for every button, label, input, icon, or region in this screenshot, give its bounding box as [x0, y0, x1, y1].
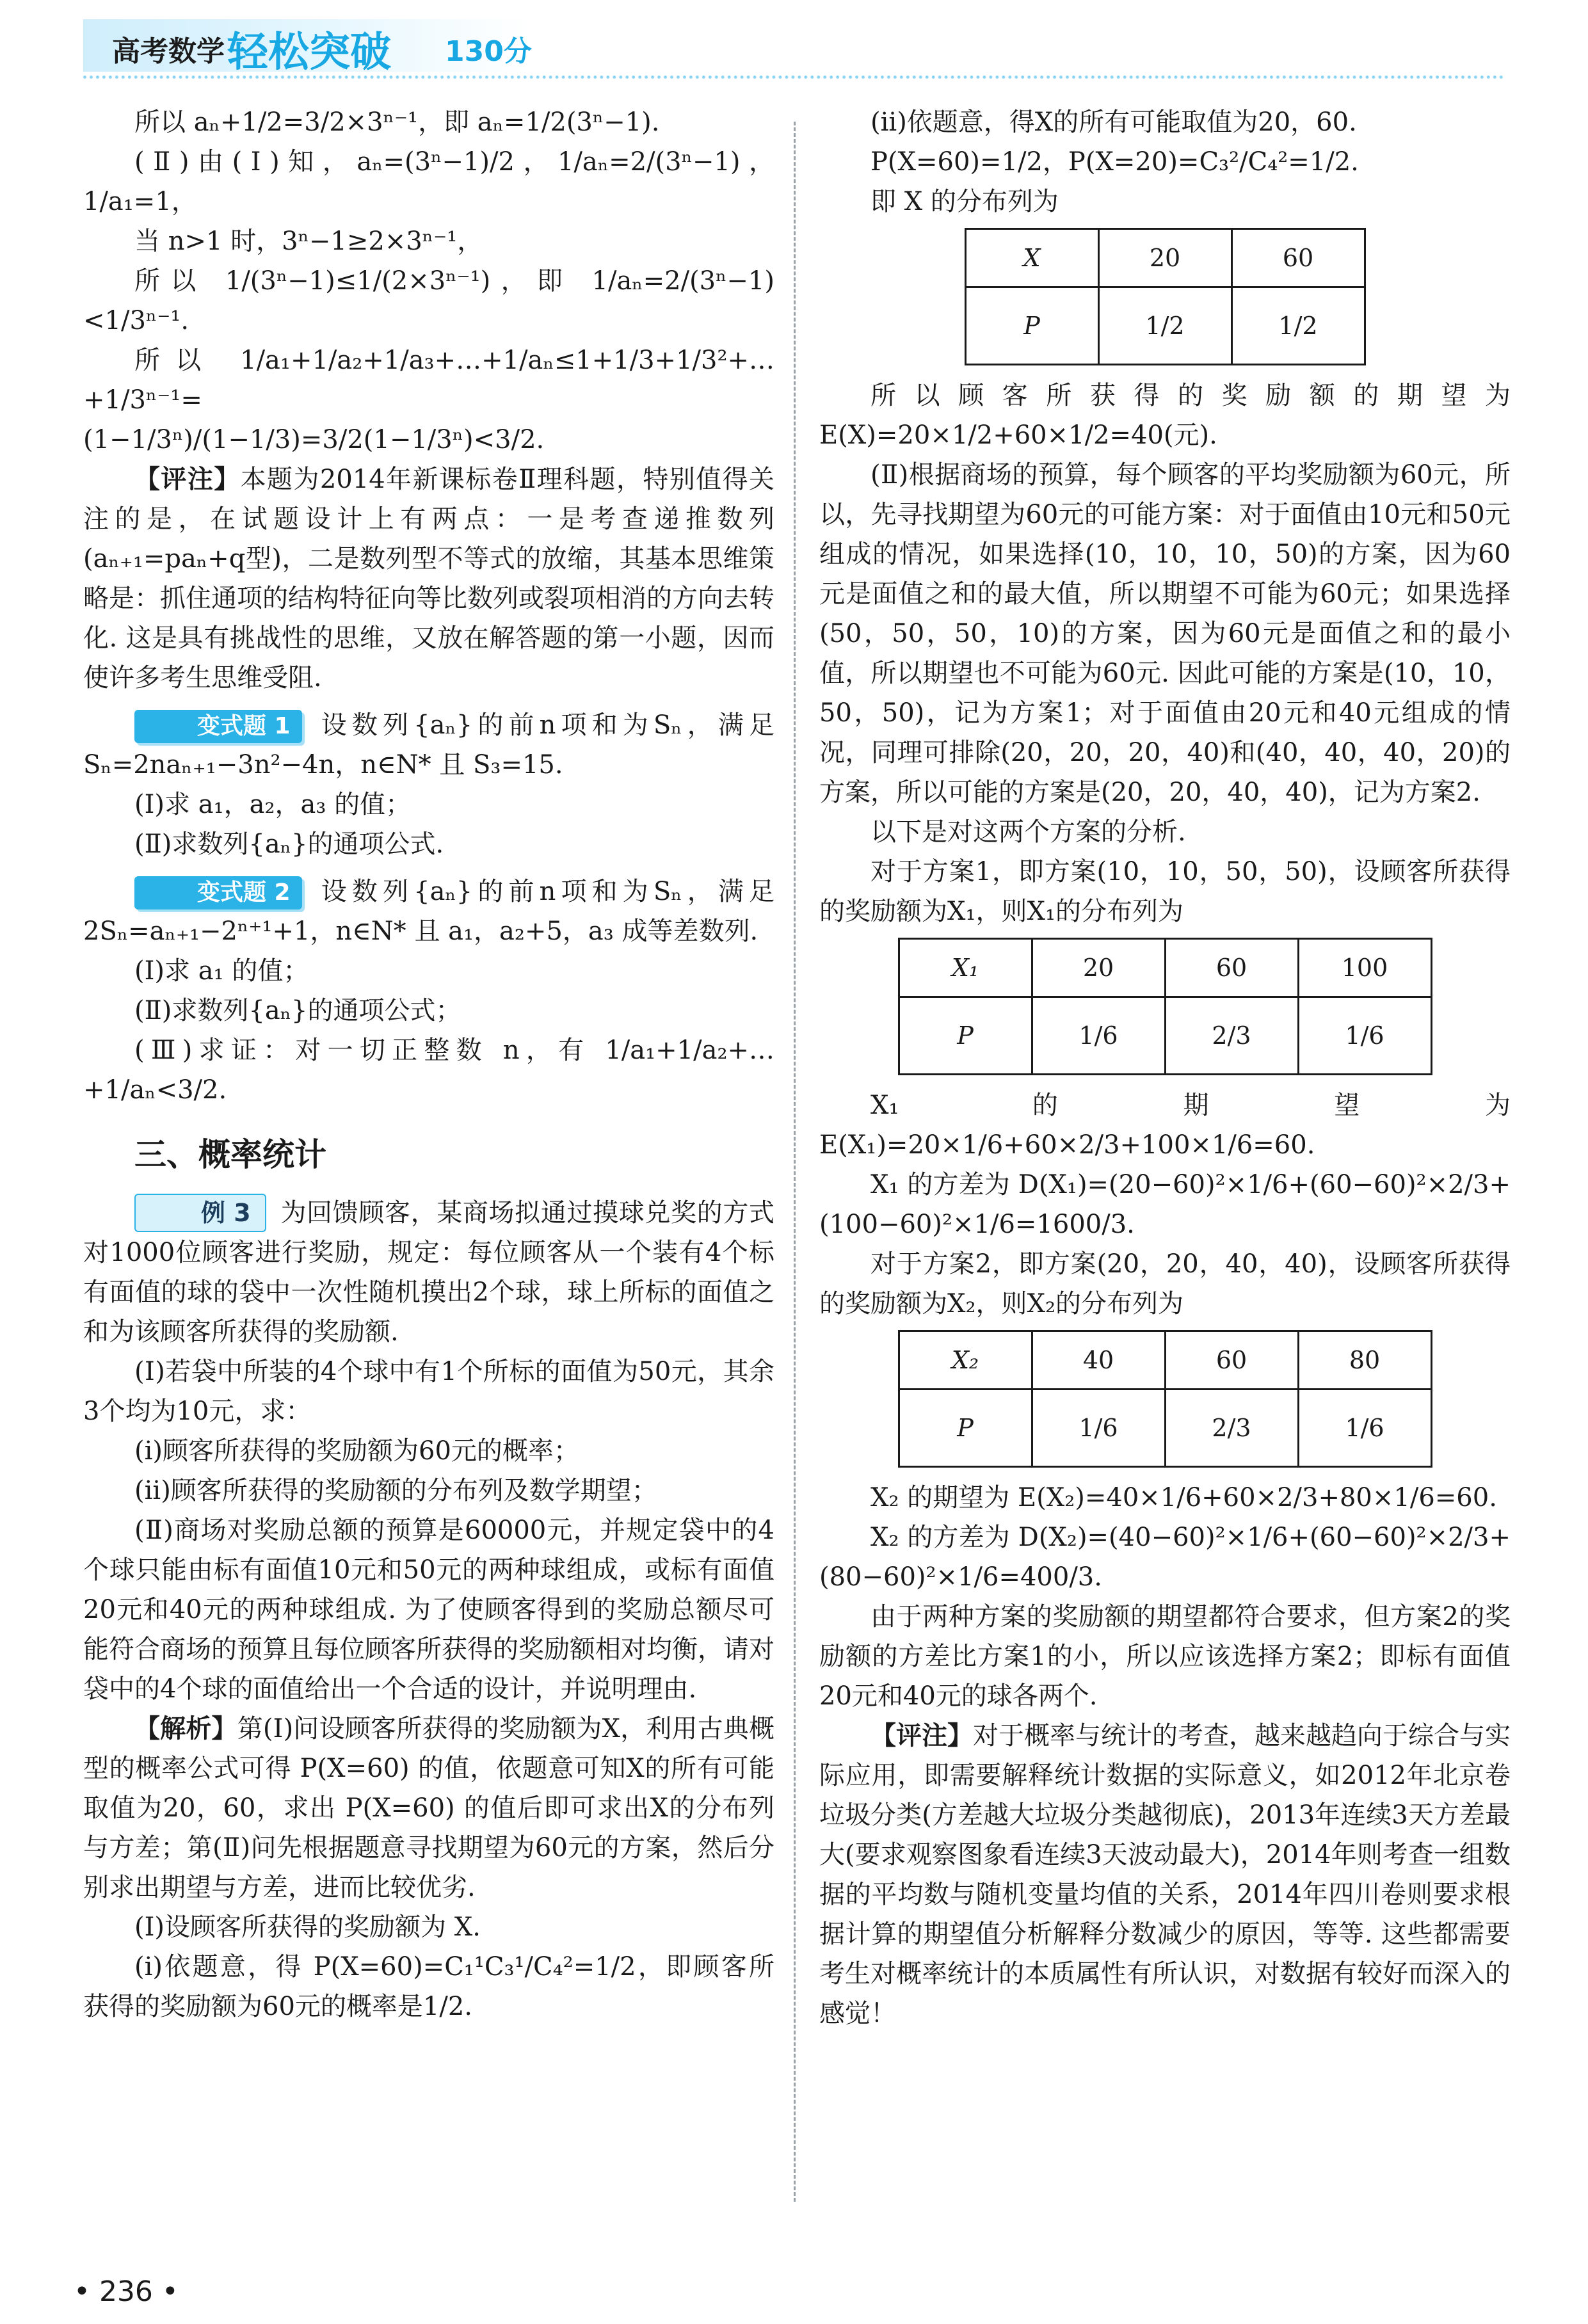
solution-step: (ii)依题意，得X的所有可能取值为20，60. [870, 108, 1357, 137]
solution-step: X₂ 的方差为 D(X₂)=(40−60)²×1/6+(60−60)²×2/3+(80−60)²×1/6=400/3. [819, 1523, 1511, 1592]
solution-step: 对于方案1，即方案(10，10，50，50)，设顾客所获得的奖励额为X₁，则X₁的分布列为 [819, 857, 1511, 926]
example-3-tag: 例 3 [134, 1194, 266, 1232]
table-row [899, 997, 1431, 1075]
table-cell: 1/2 [1098, 287, 1231, 365]
table-cell: 60 [1165, 939, 1298, 997]
table-row [965, 287, 1365, 365]
comment-label: 【评注】 [134, 465, 241, 494]
page-number: • 236 • [74, 2275, 179, 2308]
variant-2-q2: (Ⅱ)求数列{aₙ}的通项公式； [134, 996, 461, 1025]
column-divider [794, 122, 796, 2202]
derivation-line: 所以 aₙ+1/2=3/2×3ⁿ⁻¹，即 aₙ=1/2(3ⁿ−1). [134, 108, 660, 137]
header-score-unit: 分 [503, 35, 532, 68]
solution-step: 对于方案2，即方案(20，20，40，40)，设顾客所获得的奖励额为X₂，则X₂的分布列为 [819, 1249, 1511, 1318]
comment-text: 对于概率与统计的考查，越来越趋向于综合与实际应用，即需要解释统计数据的实际意义，如2012年北京卷垃圾分类(方差越大垃圾分类越彻底)，2013年连续3天方差最大(要求观察图象看连续3天波动最大)，2014年则考查一组数据的平均数与随机变量均值的关系，2014年四川卷则要求根据计算的期望值分析解释分数减少的原因，等等. 这些都需要考生对概率统计的本质属性有所认识，对数据有较好而深入的感觉！ [819, 1721, 1511, 2028]
derivation-line: 所以 1/(3ⁿ−1)≤1/(2×3ⁿ⁻¹)，即 1/aₙ=2/(3ⁿ−1)<1/3ⁿ⁻¹. [83, 266, 774, 335]
distribution-table-x1 [898, 938, 1432, 1075]
table-cell: 80 [1298, 1331, 1431, 1390]
header-dotted-rule [83, 76, 1504, 79]
variant-2 [83, 872, 774, 951]
table-cell: 1/6 [1032, 1390, 1165, 1467]
derivation-line: (1−1/3ⁿ)/(1−1/3)=3/2(1−1/3ⁿ)<3/2. [83, 425, 545, 454]
table-cell: P [965, 287, 1098, 365]
example-3 [83, 1193, 774, 1352]
table-cell: 2/3 [1165, 1390, 1298, 1467]
table-cell: P [899, 1390, 1032, 1467]
solution-label: 【解析】 [134, 1714, 237, 1743]
table-cell: 20 [1032, 939, 1165, 997]
variant-1-q2: (Ⅱ)求数列{aₙ}的通项公式. [134, 829, 444, 859]
solution-text: 第(Ⅰ)问设顾客所获得的奖励额为X，利用古典概型的概率公式可得 P(X=60) 的值，依题意可知X的所有可能取值为20，60，求出 P(X=60) 的值后即可求出X的分布列与方差；第(Ⅱ)问先根据题意寻找期望为60元的方案，然后分别求出期望与方差，进而比较优劣. [83, 1714, 774, 1902]
variant-1-q1: (Ⅰ)求 a₁，a₂，a₃ 的值； [134, 790, 412, 819]
table-cell: 100 [1298, 939, 1431, 997]
solution-step: (Ⅱ)根据商场的预算，每个顾客的平均奖励额为60元，所以，先寻找期望为60元的可能方案：对于面值由10元和50元组成的情况，如果选择(10，10，10，50)的方案，因为60元是面值之和的最大值，所以期望不可能为60元；如果选择(50，50，50，10)的方案，因为60元是面值之和的最小值，所以期望也不可能为60元. 因此可能的方案是(10，10，50，50)，记为方案1；对于面值由20元和40元组成的情况，同理可排除(20，20，20，40)和(40，40，40，20)的方案，所以可能的方案是(20，20，40，40)，记为方案2. [819, 460, 1511, 807]
solution-step: 所以顾客所获得的奖励额的期望为 E(X)=20×1/2+60×1/2=40(元). [819, 381, 1511, 450]
table-cell: 40 [1032, 1331, 1165, 1390]
comment-paragraph [819, 1716, 1511, 2033]
header-score-number: 130 [445, 35, 504, 68]
example-3-q1: (Ⅰ)若袋中所装的4个球中有1个所标的面值为50元，其余3个均为10元，求： [83, 1357, 774, 1426]
comment-label: 【评注】 [870, 1721, 973, 1751]
table-row [899, 1390, 1431, 1467]
left-column [83, 102, 774, 2026]
right-column [819, 102, 1511, 2033]
table-row [965, 229, 1365, 287]
table-cell: 60 [1231, 229, 1365, 287]
table-row [899, 1331, 1431, 1390]
derivation-line: 当 n>1 时，3ⁿ−1≥2×3ⁿ⁻¹， [134, 227, 483, 256]
header-score [445, 28, 532, 69]
variant-2-q1: (Ⅰ)求 a₁ 的值； [134, 956, 309, 986]
solution-step: X₁ 的方差为 D(X₁)=(20−60)²×1/6+(60−60)²×2/3+(100−60)²×1/6=1600/3. [819, 1170, 1511, 1239]
table-cell: X₂ [899, 1331, 1032, 1390]
table-cell: 1/6 [1032, 997, 1165, 1075]
derivation-line: (Ⅱ)由(Ⅰ)知，aₙ=(3ⁿ−1)/2，1/aₙ=2/(3ⁿ−1)，1/a₁=1， [83, 147, 774, 216]
table-cell: P [899, 997, 1032, 1075]
table-row [899, 939, 1431, 997]
example-3-q2: (Ⅱ)商场对奖励总额的预算是60000元，并规定袋中的4个球只能由标有面值10元和50元的两种球组成，或标有面值20元和40元的两种球组成. 为了使顾客得到的奖励总额尽可能符合商场的预算且每位顾客所获得的奖励额相对均衡，请对袋中的4个球的面值给出一个合适的设计，并说明理由. [83, 1516, 774, 1704]
variant-2-text: 设数列{aₙ}的前n项和为Sₙ，满足2Sₙ=aₙ₊₁−2ⁿ⁺¹+1，n∈N* 且 a₁，a₂+5，a₃ 成等差数列. [83, 877, 774, 946]
variant-1-text: 设数列{aₙ}的前n项和为Sₙ，满足Sₙ=2naₙ₊₁−3n²−4n，n∈N* 且 S₃=15. [83, 710, 774, 780]
example-3-q1ii: (ii)顾客所获得的奖励额的分布列及数学期望； [134, 1476, 657, 1505]
variant-1-tag: 变式题 1 [134, 710, 302, 743]
table-cell: 1/6 [1298, 997, 1431, 1075]
derivation-line: 所以 1/a₁+1/a₂+1/a₃+…+1/aₙ≤1+1/3+1/3²+…+1/3ⁿ⁻¹= [83, 346, 774, 415]
example-3-text: 为回馈顾客，某商场拟通过摸球兑奖的方式对1000位顾客进行奖励，规定：每位顾客从一个装有4个标有面值的球的袋中一次性随机摸出2个球，球上所标的面值之和为该顾客所获得的奖励额. [83, 1198, 774, 1347]
table-cell: 2/3 [1165, 997, 1298, 1075]
solution-step: 由于两种方案的奖励额的期望都符合要求，但方案2的奖励额的方差比方案1的小，所以应该选择方案2；即标有面值20元和40元的球各两个. [819, 1602, 1511, 1711]
solution-step: P(X=60)=1/2，P(X=20)=C₃²/C₄²=1/2. [870, 147, 1359, 177]
solution-step: X₁ 的期望为 E(X₁)=20×1/6+60×2/3+100×1/6=60. [819, 1091, 1511, 1160]
header-title: 轻松突破 [227, 29, 391, 76]
solution-step: (i)依题意，得 P(X=60)=C₁¹C₃¹/C₄²=1/2，即顾客所获得的奖励额为60元的概率是1/2. [83, 1952, 774, 2021]
comment-text: 本题为2014年新课标卷Ⅱ理科题，特别值得关注的是，在试题设计上有两点：一是考查递推数列(aₙ₊₁=paₙ+q型)，二是数列型不等式的放缩，其基本思维策略是：抓住通项的结构特征向等比数列或裂项相消的方向去转化. 这是具有挑战性的思维，又放在解答题的第一小题，因而使许多考生思维受阻. [83, 465, 775, 693]
table-cell: 1/2 [1231, 287, 1365, 365]
table-cell: 60 [1165, 1331, 1298, 1390]
solution-step: (Ⅰ)设顾客所获得的奖励额为 X. [134, 1912, 481, 1942]
variant-2-q3: (Ⅲ)求证：对一切正整数 n，有 1/a₁+1/a₂+…+1/aₙ<3/2. [83, 1036, 774, 1105]
comment-paragraph [83, 460, 774, 698]
header-series: 高考数学 [112, 35, 225, 68]
solution-paragraph [83, 1709, 774, 1907]
solution-step: X₂ 的期望为 E(X₂)=40×1/6+60×2/3+80×1/6=60. [870, 1483, 1497, 1512]
variant-2-tag: 变式题 2 [134, 876, 302, 910]
table-cell: 1/6 [1298, 1390, 1431, 1467]
table-cell: 20 [1098, 229, 1231, 287]
table-cell: X₁ [899, 939, 1032, 997]
variant-1 [83, 705, 774, 785]
solution-step: 以下是对这两个方案的分析. [870, 817, 1186, 847]
table-cell: X [965, 229, 1098, 287]
distribution-table-x2 [898, 1330, 1432, 1468]
section-heading: 三、概率统计 [134, 1136, 326, 1173]
distribution-table-x [965, 228, 1366, 365]
solution-step: 即 X 的分布列为 [870, 187, 1059, 216]
example-3-q1i: (i)顾客所获得的奖励额为60元的概率； [134, 1436, 579, 1466]
